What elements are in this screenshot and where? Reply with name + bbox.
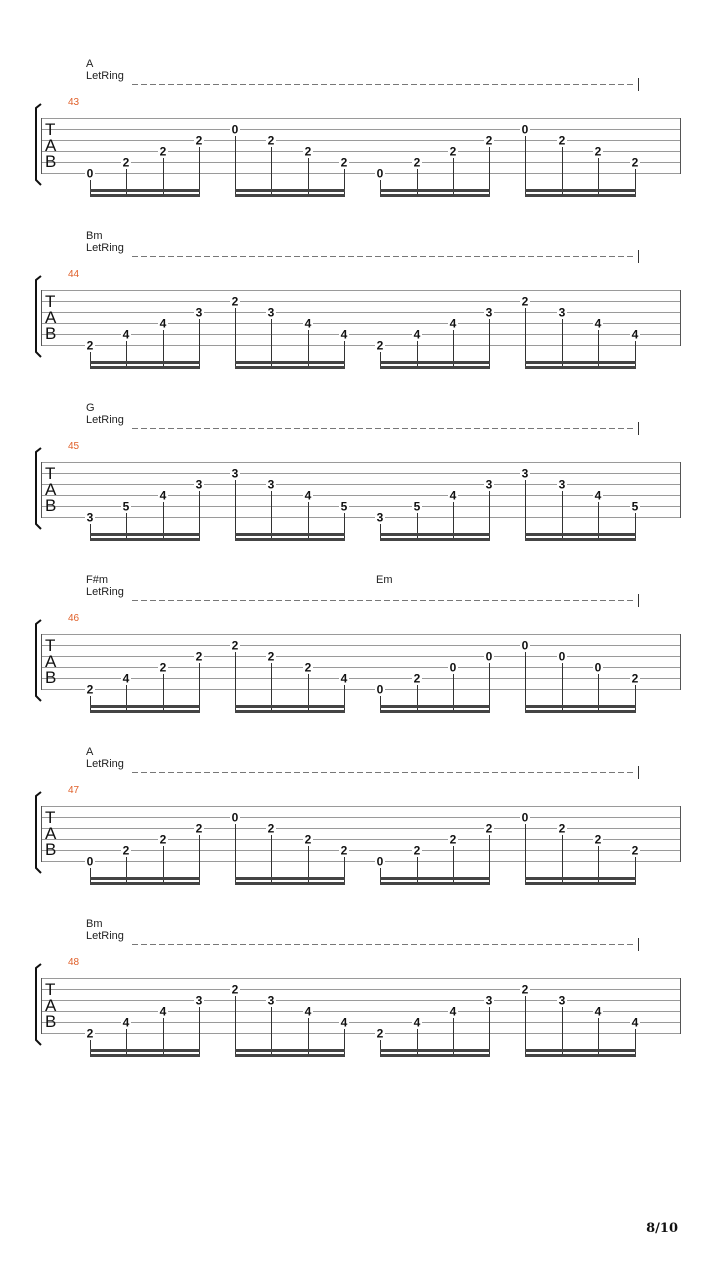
beam-lower xyxy=(235,366,345,369)
fret-number: 2 xyxy=(304,144,312,159)
fret-number: 2 xyxy=(376,338,384,353)
beam-upper xyxy=(235,533,345,536)
beam-lower xyxy=(235,1054,345,1057)
system-bracket xyxy=(36,448,41,529)
fret-number: 4 xyxy=(122,1015,130,1030)
tab-letter: A xyxy=(45,652,57,671)
fret-number: 2 xyxy=(631,843,639,858)
fret-number: 4 xyxy=(449,316,457,331)
fret-number: 2 xyxy=(304,832,312,847)
fret-number: 0 xyxy=(231,810,239,825)
fret-number: 3 xyxy=(485,305,493,320)
fret-number: 2 xyxy=(449,832,457,847)
beam-upper xyxy=(90,189,200,192)
fret-number: 2 xyxy=(631,155,639,170)
beam-upper xyxy=(235,705,345,708)
fret-number: 3 xyxy=(267,477,275,492)
fret-number: 3 xyxy=(558,477,566,492)
fret-number: 3 xyxy=(195,477,203,492)
fret-number: 2 xyxy=(485,821,493,836)
tab-letter: T xyxy=(45,980,56,999)
fret-number: 3 xyxy=(376,510,384,525)
beam-lower xyxy=(235,710,345,713)
fret-number: 4 xyxy=(122,327,130,342)
beam-lower xyxy=(380,194,490,197)
beam-lower xyxy=(525,194,636,197)
beam-upper xyxy=(235,189,345,192)
fret-number: 0 xyxy=(521,638,529,653)
beam-lower xyxy=(235,882,345,885)
fret-number: 2 xyxy=(340,155,348,170)
fret-number: 0 xyxy=(376,682,384,697)
beam-upper xyxy=(235,877,345,880)
let-ring-label: LetRing xyxy=(86,930,124,942)
system-bracket xyxy=(36,276,41,357)
tab-letter: A xyxy=(45,480,57,499)
fret-number: 2 xyxy=(267,133,275,148)
fret-number: 5 xyxy=(340,499,348,514)
beam-upper xyxy=(525,533,636,536)
measure-number: 44 xyxy=(68,269,80,280)
tab-letter: A xyxy=(45,136,57,155)
beam-lower xyxy=(525,1054,636,1057)
measure-number: 48 xyxy=(68,957,80,968)
fret-number: 2 xyxy=(340,843,348,858)
fret-number: 2 xyxy=(267,649,275,664)
fret-number: 4 xyxy=(449,488,457,503)
chord-name: G xyxy=(86,402,95,414)
fret-number: 3 xyxy=(558,993,566,1008)
fret-number: 3 xyxy=(231,466,239,481)
fret-number: 4 xyxy=(340,327,348,342)
fret-number: 4 xyxy=(631,1015,639,1030)
fret-number: 2 xyxy=(231,982,239,997)
fret-number: 2 xyxy=(558,133,566,148)
fret-number: 2 xyxy=(413,155,421,170)
fret-number: 4 xyxy=(159,316,167,331)
let-ring-label: LetRing xyxy=(86,414,124,426)
beam-lower xyxy=(380,882,490,885)
system-bracket xyxy=(36,964,41,1045)
fret-number: 2 xyxy=(195,821,203,836)
fret-number: 2 xyxy=(159,144,167,159)
system-bracket xyxy=(36,792,41,873)
tab-letter: T xyxy=(45,120,56,139)
measure-number: 47 xyxy=(68,785,80,796)
fret-number: 4 xyxy=(413,1015,421,1030)
fret-number: 2 xyxy=(521,294,529,309)
fret-number: 2 xyxy=(195,649,203,664)
fret-number: 2 xyxy=(521,982,529,997)
fret-number: 2 xyxy=(304,660,312,675)
fret-number: 4 xyxy=(304,316,312,331)
fret-number: 0 xyxy=(521,810,529,825)
let-ring-label: LetRing xyxy=(86,242,124,254)
beam-upper xyxy=(525,189,636,192)
chord-name: F#m xyxy=(86,574,108,586)
tab-letter: A xyxy=(45,996,57,1015)
beam-lower xyxy=(90,1054,200,1057)
fret-number: 4 xyxy=(304,488,312,503)
fret-number: 2 xyxy=(449,144,457,159)
system-bracket xyxy=(36,104,41,185)
fret-number: 2 xyxy=(195,133,203,148)
beam-upper xyxy=(90,533,200,536)
fret-number: 3 xyxy=(521,466,529,481)
fret-number: 4 xyxy=(594,1004,602,1019)
tab-letter: B xyxy=(45,840,57,859)
fret-number: 2 xyxy=(485,133,493,148)
beam-lower xyxy=(90,538,200,541)
page-number: 8/10 xyxy=(646,1221,678,1236)
fret-number: 2 xyxy=(413,671,421,686)
let-ring-label: LetRing xyxy=(86,70,124,82)
fret-number: 3 xyxy=(267,993,275,1008)
fret-number: 0 xyxy=(594,660,602,675)
fret-number: 4 xyxy=(159,1004,167,1019)
let-ring-label: LetRing xyxy=(86,586,124,598)
chord-name: Bm xyxy=(86,918,103,930)
beam-lower xyxy=(380,538,490,541)
fret-number: 2 xyxy=(631,671,639,686)
fret-number: 4 xyxy=(122,671,130,686)
beam-lower xyxy=(525,366,636,369)
fret-number: 0 xyxy=(521,122,529,137)
system-bracket xyxy=(36,620,41,701)
beam-upper xyxy=(380,705,490,708)
beam-lower xyxy=(90,882,200,885)
fret-number: 2 xyxy=(594,144,602,159)
tab-letter: T xyxy=(45,292,56,311)
fret-number: 3 xyxy=(485,477,493,492)
fret-number: 0 xyxy=(86,166,94,181)
fret-number: 2 xyxy=(594,832,602,847)
fret-number: 3 xyxy=(195,993,203,1008)
fret-number: 5 xyxy=(631,499,639,514)
fret-number: 3 xyxy=(267,305,275,320)
fret-number: 2 xyxy=(159,660,167,675)
chord-name: A xyxy=(86,746,94,758)
fret-number: 4 xyxy=(159,488,167,503)
fret-number: 2 xyxy=(231,294,239,309)
fret-number: 0 xyxy=(231,122,239,137)
beam-lower xyxy=(90,194,200,197)
chord-name: A xyxy=(86,58,94,70)
beam-upper xyxy=(90,877,200,880)
tab-letter: T xyxy=(45,464,56,483)
fret-number: 2 xyxy=(86,682,94,697)
fret-number: 5 xyxy=(413,499,421,514)
fret-number: 4 xyxy=(340,671,348,686)
beam-upper xyxy=(380,189,490,192)
beam-upper xyxy=(90,705,200,708)
beam-upper xyxy=(525,705,636,708)
beam-lower xyxy=(90,366,200,369)
fret-number: 2 xyxy=(231,638,239,653)
beam-upper xyxy=(525,877,636,880)
fret-number: 0 xyxy=(376,166,384,181)
beam-upper xyxy=(380,877,490,880)
tab-letter: B xyxy=(45,152,57,171)
fret-number: 2 xyxy=(159,832,167,847)
fret-number: 4 xyxy=(594,316,602,331)
fret-number: 2 xyxy=(86,1026,94,1041)
fret-number: 0 xyxy=(376,854,384,869)
beam-upper xyxy=(525,1049,636,1052)
fret-number: 0 xyxy=(485,649,493,664)
beam-upper xyxy=(235,361,345,364)
fret-number: 2 xyxy=(86,338,94,353)
fret-number: 3 xyxy=(86,510,94,525)
beam-lower xyxy=(380,1054,490,1057)
tab-letter: T xyxy=(45,636,56,655)
tab-letter: B xyxy=(45,668,57,687)
tab-letter: A xyxy=(45,308,57,327)
fret-number: 3 xyxy=(558,305,566,320)
tab-letter: B xyxy=(45,496,57,515)
beam-upper xyxy=(525,361,636,364)
fret-number: 0 xyxy=(558,649,566,664)
beam-upper xyxy=(90,361,200,364)
fret-number: 3 xyxy=(485,993,493,1008)
fret-number: 2 xyxy=(558,821,566,836)
beam-upper xyxy=(380,1049,490,1052)
chord-name: Bm xyxy=(86,230,103,242)
fret-number: 4 xyxy=(631,327,639,342)
beam-lower xyxy=(235,194,345,197)
beam-upper xyxy=(380,361,490,364)
beam-upper xyxy=(90,1049,200,1052)
fret-number: 0 xyxy=(86,854,94,869)
fret-number: 0 xyxy=(449,660,457,675)
beam-upper xyxy=(235,1049,345,1052)
fret-number: 2 xyxy=(413,843,421,858)
fret-number: 5 xyxy=(122,499,130,514)
fret-number: 4 xyxy=(594,488,602,503)
fret-number: 2 xyxy=(122,843,130,858)
measure-number: 45 xyxy=(68,441,80,452)
beam-lower xyxy=(380,366,490,369)
beam-lower xyxy=(380,710,490,713)
fret-number: 2 xyxy=(122,155,130,170)
tab-letter: T xyxy=(45,808,56,827)
tab-letter: B xyxy=(45,324,57,343)
beam-upper xyxy=(380,533,490,536)
beam-lower xyxy=(525,538,636,541)
tab-letter: A xyxy=(45,824,57,843)
measure-number: 43 xyxy=(68,97,80,108)
beam-lower xyxy=(90,710,200,713)
tab-letter: B xyxy=(45,1012,57,1031)
beam-lower xyxy=(235,538,345,541)
fret-number: 2 xyxy=(376,1026,384,1041)
beam-lower xyxy=(525,710,636,713)
let-ring-label: LetRing xyxy=(86,758,124,770)
chord-name: Em xyxy=(376,574,393,586)
fret-number: 4 xyxy=(413,327,421,342)
fret-number: 4 xyxy=(449,1004,457,1019)
fret-number: 3 xyxy=(195,305,203,320)
fret-number: 4 xyxy=(340,1015,348,1030)
fret-number: 2 xyxy=(267,821,275,836)
fret-number: 4 xyxy=(304,1004,312,1019)
beam-lower xyxy=(525,882,636,885)
measure-number: 46 xyxy=(68,613,80,624)
